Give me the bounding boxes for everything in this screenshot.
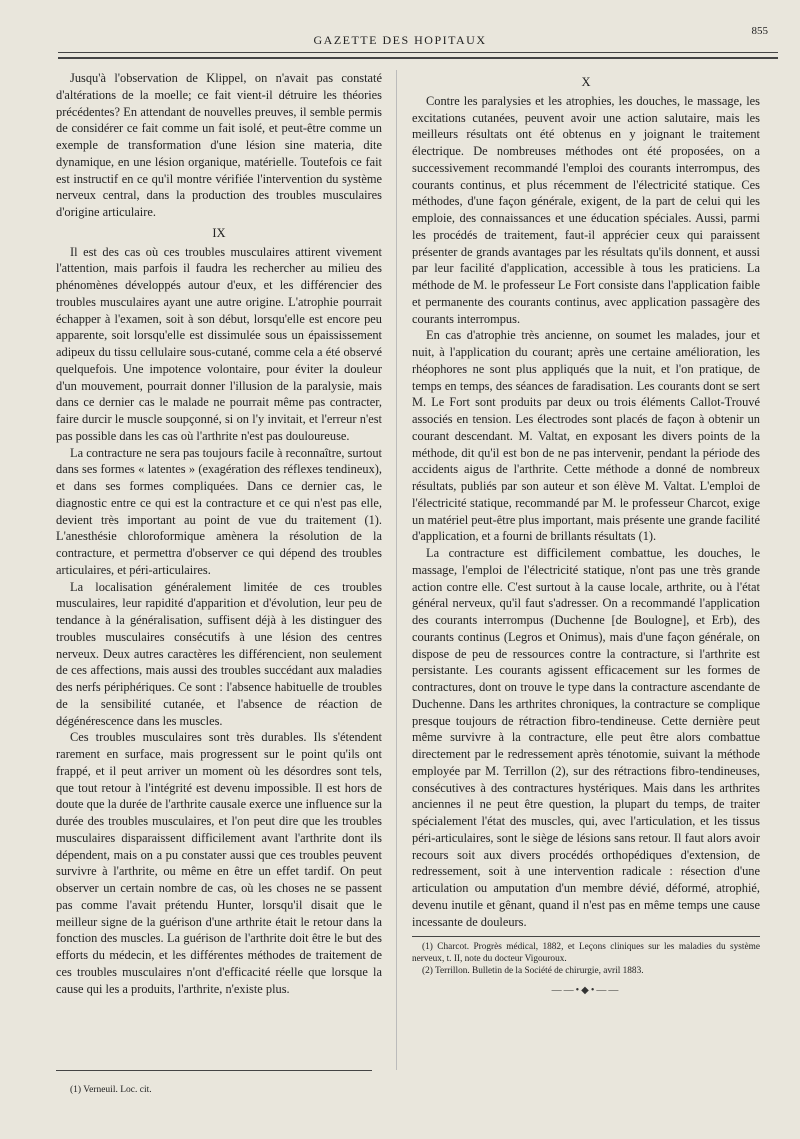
left-paragraph-1: Jusqu'à l'observation de Klippel, on n'avait pas constaté d'altérations de la moelle; ce fait vient-il détruire les théories précédentes? En attendant de nouvelles preuves, il semble permis de considérer ce fait comme un fait isolé, et peut-être comme un exemple de transformation d'une lésion sine materia, dite dynamique, en une lésion organique, matérielle. Toutefois ce fait est instructif en ce qu'il montre vérifiée l'intervention du système nerveux central, dans la production des troubles musculaires d'origine articulaire. <box>56 71 382 219</box>
left-footnote: (1) Verneuil. Loc. cit. <box>70 1085 152 1095</box>
right-column <box>412 70 760 1000</box>
running-header-title: GAZETTE DES HOPITAUX <box>313 33 487 47</box>
left-paragraph-5: Ces troubles musculaires sont très durables. Ils s'étendent rarement en surface, mais progressent sur le point qu'ils ont frappé, et il peut arriver un moment où les désordres sont tels, que tout retour à l'intégrité est devenu impossible. Il est hors de doute que la durée de l'arthrite causale exerce une influence sur la durée des troubles musculaires, et l'on peut dire que les troubles musculaires disparaissent difficilement avant l'arthrite dont ils dépendent, mais on a pu constater aussi que ces troubles peuvent survivre à l'arthrite, ou même en être un effet tardif. On peut observer un certain nombre de cas, où les choses ne se passent pas comme l'avait prétendu Hunter, lorsqu'il disait que le meilleur signe de la guérison d'une arthrite était le retour dans la fonction des muscles. La guérison de l'arthrite doit être le but des efforts du médecin, et les différentes méthodes de traitement de ces troubles musculaires n'ont d'efficacité réelle que lorsque la cause qui les a produits, l'arthrite, n'existe plus. <box>56 730 382 996</box>
right-footnote-2: (2) Terrillon. Bulletin de la Société de chirurgie, avril 1883. <box>422 966 644 977</box>
left-paragraph-2: Il est des cas où ces troubles musculaires attirent vivement l'attention, mais parfois il faudra les rechercher au milieu des phénomènes développés autour d'eux, et les différencier des troubles musculaires ayant une autre origine. L'atrophie pourrait échapper à l'examen, soit à son début, lorsqu'elle est encore peu apparente, soit lorsqu'elle est dissimulée sous un épaississement adipeux du tissu cellulaire sous-cutané, comme cela a été observé quelquefois. Une impotence volontaire, pour éviter la douleur d'un mouvement, pourrait donner l'illusion de la paralysie, mais dans ce dernier cas le malade ne pourrait même pas contracter, faire durcir le muscle soupçonné, si on l'y invitait, et l'erreur n'est pas possible dans les cas où l'arthrite n'est pas douloureuse. <box>56 244 382 443</box>
header-rule-thick <box>58 57 778 59</box>
section-heading-ix: IX <box>212 225 226 240</box>
right-footnote-1: (1) Charcot. Progrès médical, 1882, et Leçons cliniques sur les maladies du système nerveux, t. II, note du docteur Vigouroux. <box>412 942 760 965</box>
header-rule <box>58 52 778 53</box>
section-heading-x: X <box>581 75 591 89</box>
right-footnote-rule <box>412 936 760 937</box>
end-ornament: ——•◆•—— <box>551 985 621 997</box>
page-number: 855 <box>751 25 768 37</box>
right-paragraph-1: Contre les paralysies et les atrophies, les douches, le massage, les excitations cutanées, peuvent avoir une action salutaire, mais les meilleurs résultats ont été obtenus en y joignant le traitement électrique. De nombreuses méthodes ont été proposées, on a successivement recommandé l'emploi des courants interrompus, des courants continus, et plus récemment de l'électricité statique. Ces méthodes, d'une façon générale, exigent, de la part de celui qui les emploie, des connaissances et une éducation spéciales. Aussi, parmi les procédés de traitement, faut-il apprécier ceux qui paraissent présenter de grands avantages par les résultats qu'ils donnent, et aussi par leur facilité d'application, accessible à tous les praticiens. La méthode de M. le professeur Le Fort consiste dans l'application faible et permanente des courants continus, avec application passagère des courants interrompus. <box>412 93 760 326</box>
left-paragraph-4: La localisation généralement limitée de ces troubles musculaires, leur rapidité d'apparition et d'évolution, leur peu de tendance à la généralisation, suffisent déjà à les distinguer des troubles musculaires consécutifs à une lésion des centres nerveux. Deux autres caractères les différencient, non seulement de ces affections, mais aussi des troubles succédant aux maladies des nerfs périphériques. Ce sont : l'absence habituelle de troubles de la sensibilité cutanée, et l'absence de réaction de dégénérescence dans les muscles. <box>56 579 382 728</box>
left-column <box>56 70 382 997</box>
right-paragraph-2: En cas d'atrophie très ancienne, on soumet les malades, jour et nuit, à l'application du courant; après une certaine amélioration, les rhéophores ne sont plus appliqués que la nuit, et l'on pratique, de temps en temps, des séances de faradisation. Les courants dont se sert M. Le Fort sont produits par deux ou trois éléments Callot-Trouvé associés en tension. Les électrodes sont placés de façon à obtenir un courant descendant. M. Valtat, en exposant les divers points de la méthode, dit qu'il est bon de ne pas intervenir, pendant la période des accidents aigus de l'arthrite. Cette méthode a donné de nombreux résultats, publiés par son auteur et son élève M. Valtat. L'emploi de l'électricité statique, recommandé par M. le professeur Charcot, exige un matériel peut-être plus important, mais présente une grande facilité d'application, et a fourni de brillants résultats (1). <box>412 328 760 544</box>
left-paragraph-3: La contracture ne sera pas toujours facile à reconnaître, surtout dans ses formes « latentes » (exagération des réflexes tendineux), et dans ses formes compliquées. Dans ce dernier cas, le diagnostic entre ce qui est la contracture et ce qui n'est pas elle, devient très important au point de vue du traitement (1). L'anesthésie chloroformique amènera la résolution de la contracture, et permettra d'observer ce qui dépend des troubles articulaires, et péri-articulaires. <box>56 445 382 577</box>
column-divider <box>396 70 397 1070</box>
right-paragraph-3: La contracture est difficilement combattue, les douches, le massage, l'emploi de l'électricité statique, n'ont pas une très grande action contre elle. C'est surtout à la cause locale, arthrite, ou à l'état général nerveux, qu'il faut s'adresser. On a recommandé l'application des courants interrompus (Duchenne [de Boulogne], et Erb), des courants continus (Legros et Onimus), mais d'une façon générale, on dispose de peu de ressources contre la contracture, si l'arthrite est persistante. Les courants agissent efficacement sur les formes de contractures, dont on trouve le type dans la contracture ascendante de Duchenne. Dans les arthrites chroniques, la contracture se complique presque toujours de rétraction fibro-tendineuse. Cette dernière peut même survivre à la contracture, elle peut être alors combattue directement par le redressement après ténotomie, suivant la méthode employée par M. Terrillon (2), sur des rétractions fibro-tendineuses, consécutives à des contractures hystériques. Mais dans les arthrites anciennes il ne peut être question, la plupart du temps, de traiter spécialement l'état des muscles, qui, avec l'articulation, et les tissus péri-articulaires, sont le siège de lésions sans retour. Il faut alors avoir recours soit aux divers procédés orthopédiques d'extension, de redressement, soit à une intervention radicale : résection d'une articulation ou amputation d'un membre dévié, déformé, atrophié, devenu inutile et gênant, quand il n'est pas en même temps une cause incessante de douleurs. <box>412 546 760 929</box>
left-footnote-rule <box>56 1070 372 1071</box>
right-footnotes <box>412 941 760 977</box>
